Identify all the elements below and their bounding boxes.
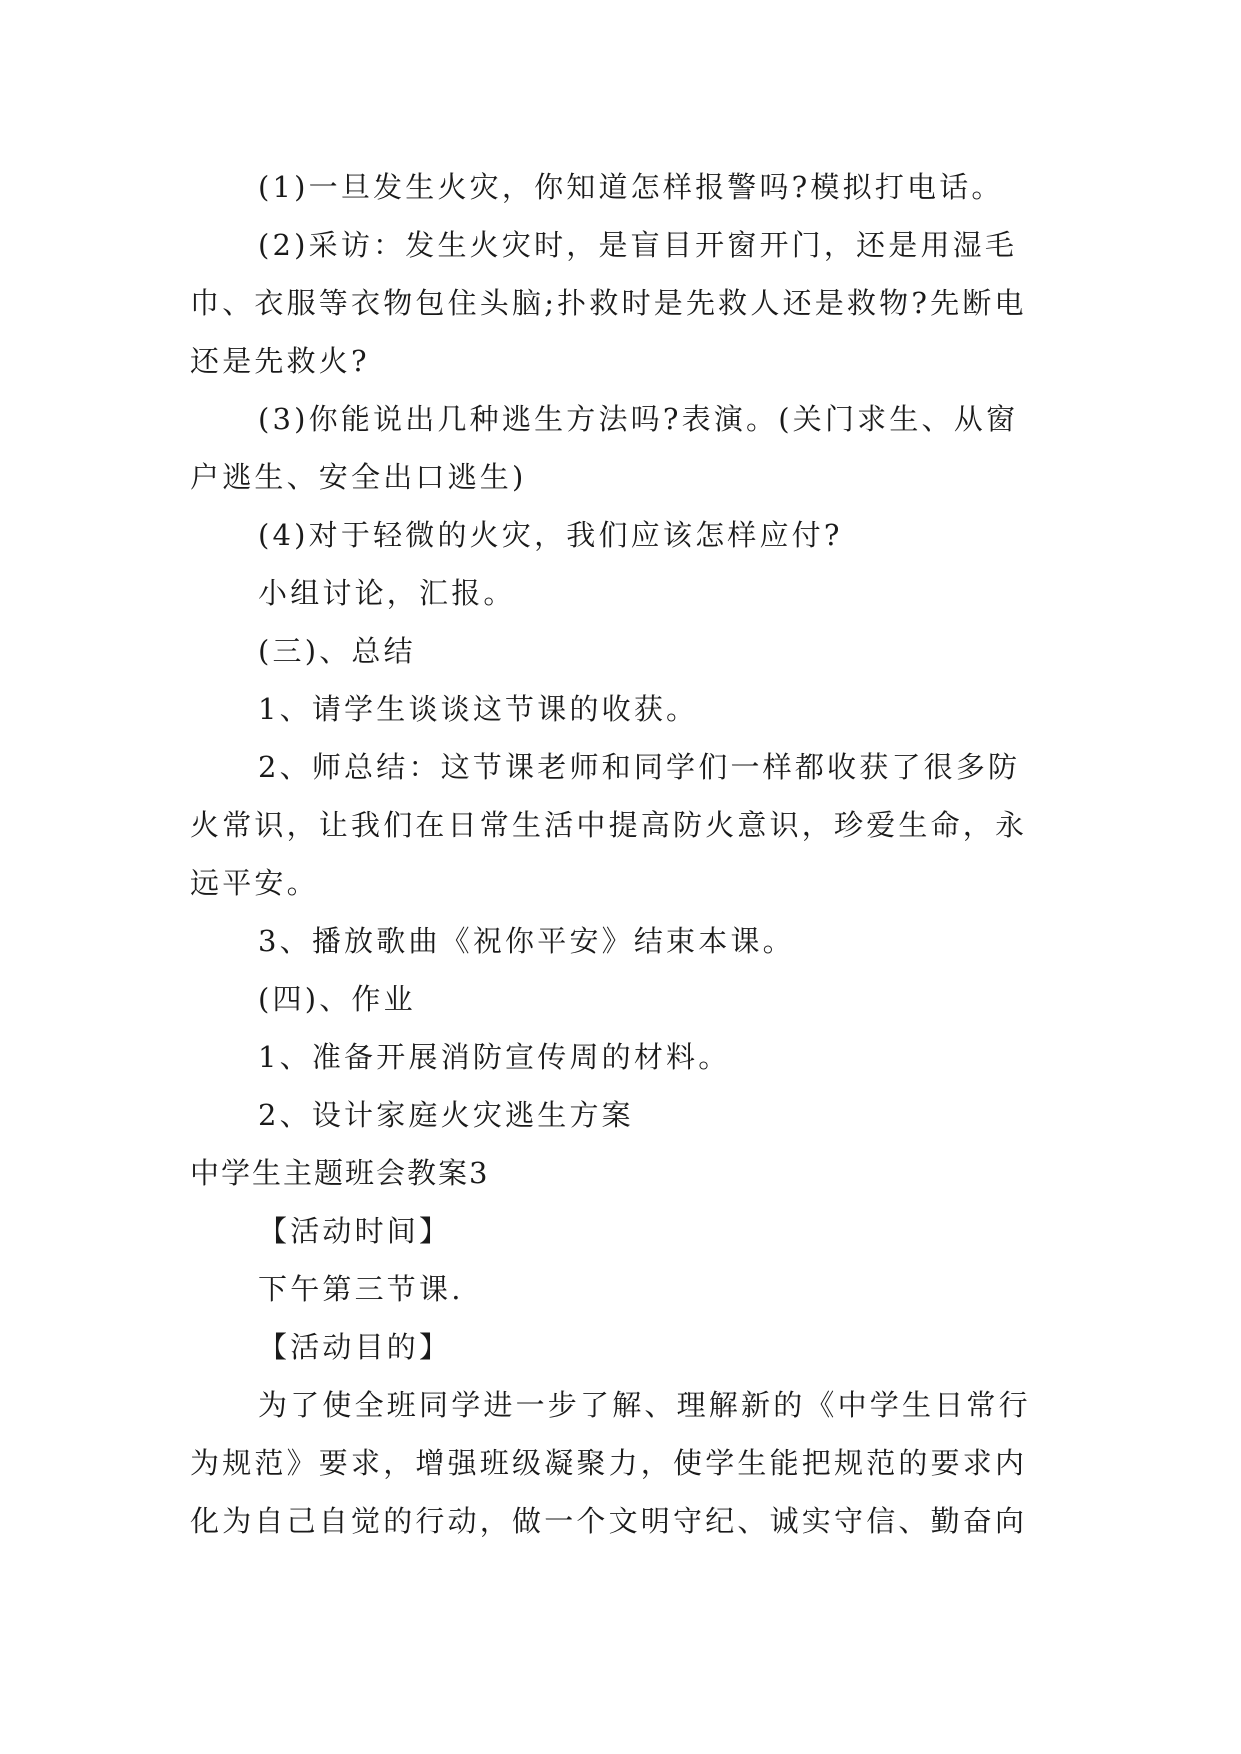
paragraph-line: 1、请学生谈谈这节课的收获。 xyxy=(258,692,699,726)
paragraph-line: (4)对于轻微的火灾，我们应该怎样应付? xyxy=(258,518,843,552)
paragraph-line: 2、设计家庭火灾逃生方案 xyxy=(258,1098,634,1132)
section-heading: (四)、作业 xyxy=(258,982,416,1016)
paragraph-line: 化为自己自觉的行动，做一个文明守纪、诚实守信、勤奋向 xyxy=(190,1504,1028,1538)
section-heading: 【活动目的】 xyxy=(258,1330,452,1364)
section-heading: (三)、总结 xyxy=(258,634,416,668)
paragraph-line: (3)你能说出几种逃生方法吗?表演。(关门求生、从窗 xyxy=(258,402,1019,436)
paragraph-line: 巾、衣服等衣物包住头脑;扑救时是先救人还是救物?先断电 xyxy=(190,286,1027,320)
paragraph-line: 火常识，让我们在日常生活中提高防火意识，珍爱生命，永 xyxy=(190,808,1028,842)
paragraph-line: (1)一旦发生火灾，你知道怎样报警吗?模拟打电话。 xyxy=(258,170,1004,204)
document-title: 中学生主题班会教案3 xyxy=(190,1156,490,1190)
paragraph-line: 2、师总结：这节课老师和同学们一样都收获了很多防 xyxy=(258,750,1021,784)
section-heading: 【活动时间】 xyxy=(258,1214,452,1248)
paragraph-line: 户逃生、安全出口逃生) xyxy=(190,460,527,494)
paragraph-line: 下午第三节课. xyxy=(258,1272,464,1306)
paragraph-line: 为了使全班同学进一步了解、理解新的《中学生日常行 xyxy=(258,1388,1031,1422)
paragraph-line: 1、准备开展消防宣传周的材料。 xyxy=(258,1040,731,1074)
paragraph-line: 为规范》要求，增强班级凝聚力，使学生能把规范的要求内 xyxy=(190,1446,1028,1480)
paragraph-line: 小组讨论，汇报。 xyxy=(258,576,516,610)
paragraph-line: (2)采访：发生火灾时，是盲目开窗开门，还是用湿毛 xyxy=(258,228,1018,262)
paragraph-line: 还是先救火? xyxy=(190,344,370,378)
paragraph-line: 3、播放歌曲《祝你平安》结束本课。 xyxy=(258,924,795,958)
paragraph-line: 远平安。 xyxy=(190,866,319,900)
